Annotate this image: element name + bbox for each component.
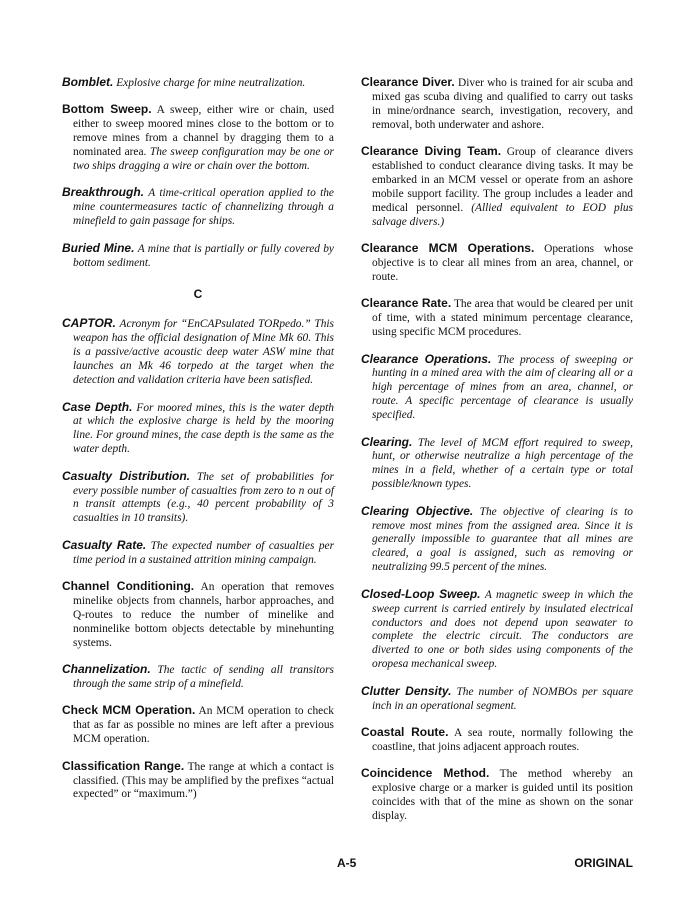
glossary-term: Casualty Distribution.	[62, 468, 191, 483]
glossary-term: Case Depth.	[62, 399, 133, 414]
glossary-definition: Explosive charge for mine neutralization.	[116, 77, 306, 89]
glossary-definition: A time-critical operation applied to the mine countermeasures tactic of channelizing through a minefield to gain passage for ships.	[73, 187, 334, 228]
glossary-definition: (Allied equivalent to EOD plus salvage divers.)	[372, 201, 633, 228]
glossary-term: Casualty Rate.	[62, 537, 147, 552]
glossary-term: Check MCM Operation.	[62, 703, 196, 718]
glossary-definition: An operation that removes minelike objects from channels, harbor approaches, and Q-routes to reduce the number of minelike and nonminelike bottom objects detectable by minehunting systems.	[73, 581, 335, 649]
glossary-definition: An MCM operation to check that as far as possible no mines are left after a previous MCM operation.	[73, 705, 334, 746]
glossary-term: Coincidence Method.	[361, 766, 490, 781]
glossary-entry	[361, 726, 633, 755]
left-column	[62, 76, 334, 815]
glossary-entry	[62, 470, 334, 527]
glossary-definition: The level of MCM effort required to sweep, hunt, or otherwise neutralize a high percentage of the mines in a field, whether of a certain type or total possible/known types.	[372, 436, 633, 491]
glossary-definition: The set of probabilities for every possible number of casualties from zero to n out of n transit attempts (e.g., 40 percent probability of 3 casualties in 10 transits).	[73, 470, 334, 525]
glossary-term: Coastal Route.	[361, 724, 449, 739]
glossary-entry	[361, 297, 633, 340]
glossary-term: Clearing.	[361, 434, 413, 449]
glossary-definition: A sweep, either wire or chain, used either to sweep moored mines close to the bottom or to remove mines from a channel by dragging them to a nominated area.	[73, 104, 335, 159]
glossary-entry	[62, 317, 334, 388]
page-number: A-5	[337, 856, 357, 870]
glossary-term: Clearance Diving Team.	[361, 144, 502, 159]
right-column	[361, 76, 633, 836]
glossary-term: Clearance Rate.	[361, 296, 452, 311]
glossary-definition: The process of sweeping or hunting in a mined area with the aim of clearing all or a high percentage of mines from an area, channel, or route. A specific percentage of clearance is usually specified.	[372, 353, 634, 422]
section-letter: C	[193, 287, 203, 302]
glossary-entry	[62, 760, 334, 803]
glossary-definition: A mine that is partially or fully covered by bottom sediment.	[73, 242, 334, 269]
glossary-definition: Diver who is trained for air scuba and mixed gas scuba diving and qualified to carry out tasks in mine/ordnance search, investigation, recovery, and removal, both underwater and ashore.	[372, 77, 633, 131]
glossary-entry	[62, 401, 334, 458]
glossary-entry	[62, 186, 334, 229]
glossary-definition: The expected number of casualties per time period in a sustained attrition mining campaign.	[73, 539, 334, 566]
glossary-entry	[62, 704, 334, 747]
glossary-term: Clearance Diver.	[361, 75, 455, 89]
glossary-definition: The range at which a contact is classified. (This may be amplified by the prefixes “actual expected” or “maximum.”)	[73, 760, 334, 801]
glossary-term: Clutter Density.	[361, 683, 452, 698]
glossary-definition: The objective of clearing is to remove most mines from the assigned area. Since it is generally impossible to guarantee that all mines are cleared, a goal is assigned, such as removing or neutralizing 99.5 percent of the mines.	[372, 505, 633, 574]
glossary-entry	[62, 76, 334, 91]
glossary-definition: The tactic of sending all transitors through the same strip of a minefield.	[73, 664, 334, 690]
glossary-entry	[62, 539, 334, 568]
glossary-term: Clearing Objective.	[361, 503, 474, 518]
glossary-entry	[361, 242, 633, 285]
glossary-definition: Operations whose objective is to clear all mines from an area, channel, or route.	[372, 243, 633, 283]
glossary-term: Clearance Operations.	[361, 351, 492, 366]
glossary-entry	[361, 588, 633, 672]
glossary-entry	[62, 242, 334, 271]
glossary-entry	[62, 103, 334, 174]
glossary-term: Closed-Loop Sweep.	[361, 586, 481, 601]
glossary-definition: The number of NOMBOs per square inch in an operational segment.	[372, 685, 633, 712]
glossary-term: Channelization.	[62, 662, 151, 677]
glossary-entry	[62, 663, 334, 692]
glossary-entry	[62, 580, 334, 651]
glossary-definition: The sweep configuration may be one or two ships dragging a wire or chain over the bottom.	[73, 146, 334, 173]
glossary-term: Buried Mine.	[62, 240, 135, 255]
document-status: ORIGINAL	[574, 856, 633, 870]
glossary-term: Bomblet.	[62, 75, 114, 89]
glossary-definition: Group of clearance divers established to conduct clearance diving tasks. It may be embarked in an MCM vessel or operate from an ashore mobile support facility. The group includes a leader and medical personnel.	[372, 146, 633, 214]
glossary-term: Bottom Sweep.	[62, 102, 152, 117]
glossary-definition: A sea route, normally following the coastline, that joins adjacent approach routes.	[372, 726, 634, 753]
glossary-definition: Acronym for “EnCAPsulated TORpedo.” This weapon has the official designation of Mine Mk 60. This is a passive/active acoustic deep water ASW mine that launches an Mk 46 torpedo at the target when the detection and validation criteria have been satisfied.	[73, 318, 334, 387]
glossary-term: CAPTOR.	[62, 316, 116, 331]
glossary-definition: A magnetic sweep in which the sweep current is carried entirely by insulated electrical conductors and does not depend upon seawater to complete the electric circuit. The conductors are diverted to one or both sides using components of the oropesa mechanical sweep.	[372, 588, 633, 671]
glossary-entry	[361, 76, 633, 133]
glossary-term: Breakthrough.	[62, 185, 145, 200]
glossary-entry	[361, 767, 633, 824]
glossary-entry	[361, 505, 633, 576]
glossary-term: Classification Range.	[62, 758, 185, 773]
glossary-definition: The area that would be cleared per unit of time, with a stated minimum percentage clearance, using specific MCM procedures.	[372, 298, 633, 339]
glossary-entry	[361, 353, 633, 424]
glossary-term: Channel Conditioning.	[62, 579, 195, 594]
glossary-definition: For moored mines, this is the water depth at which the explosive charge is held by the mooring line. For ground mines, the case depth is the same as the water depth.	[73, 401, 334, 456]
glossary-entry	[361, 436, 633, 493]
glossary-term: Clearance MCM Operations.	[361, 241, 535, 256]
glossary-definition: The method whereby an explosive charge or a marker is guided until its position coincides with that of the mine as shown on the sonar display.	[372, 768, 633, 822]
glossary-entry	[361, 685, 633, 714]
glossary-entry	[361, 145, 633, 229]
